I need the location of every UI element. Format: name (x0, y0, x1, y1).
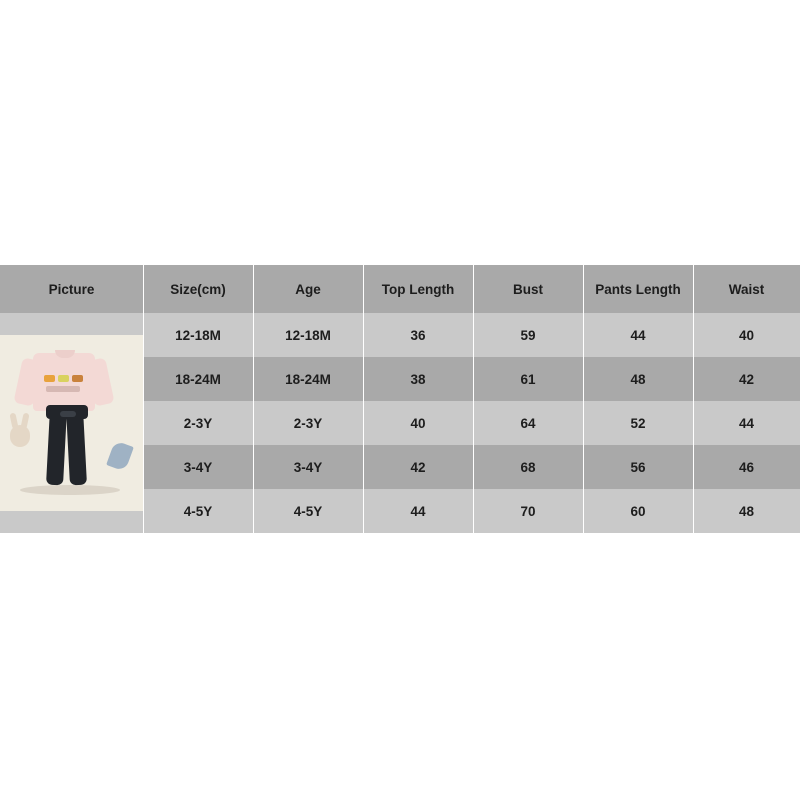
bunny-body (10, 425, 30, 447)
cell-waist: 46 (693, 445, 800, 489)
cell-top-length: 44 (363, 489, 473, 533)
column-header-age: Age (253, 265, 363, 313)
column-header-bust: Bust (473, 265, 583, 313)
column-header-size: Size(cm) (143, 265, 253, 313)
column-header-top-length: Top Length (363, 265, 473, 313)
pants-leg-right (66, 409, 87, 486)
cell-top-length: 36 (363, 313, 473, 357)
cell-age: 18-24M (253, 357, 363, 401)
cell-bust: 70 (473, 489, 583, 533)
cell-waist: 44 (693, 401, 800, 445)
product-photo (0, 335, 143, 511)
cell-size: 18-24M (143, 357, 253, 401)
cell-pants-length: 52 (583, 401, 693, 445)
bunny-toy (6, 413, 34, 449)
product-picture-cell (0, 313, 143, 533)
size-chart-table (0, 265, 800, 533)
cell-bust: 59 (473, 313, 583, 357)
cell-top-length: 42 (363, 445, 473, 489)
cell-size: 4-5Y (143, 489, 253, 533)
shirt-print (44, 375, 84, 395)
cell-top-length: 40 (363, 401, 473, 445)
cell-bust: 61 (473, 357, 583, 401)
pants-bow (60, 411, 76, 417)
column-header-waist: Waist (693, 265, 800, 313)
car-icon (44, 375, 55, 382)
cell-size: 12-18M (143, 313, 253, 357)
cell-age: 4-5Y (253, 489, 363, 533)
cell-pants-length: 44 (583, 313, 693, 357)
cell-pants-length: 48 (583, 357, 693, 401)
cell-waist: 40 (693, 313, 800, 357)
photo-shadow (20, 485, 120, 495)
size-chart (0, 265, 800, 533)
cell-pants-length: 60 (583, 489, 693, 533)
cell-bust: 68 (473, 445, 583, 489)
pants-leg-left (46, 409, 67, 486)
leaf-decoration-icon (106, 440, 134, 471)
cell-age: 12-18M (253, 313, 363, 357)
cell-age: 3-4Y (253, 445, 363, 489)
column-header-picture: Picture (0, 265, 143, 313)
cell-bust: 64 (473, 401, 583, 445)
cell-age: 2-3Y (253, 401, 363, 445)
car-icon (58, 375, 69, 382)
cell-size: 3-4Y (143, 445, 253, 489)
cell-pants-length: 56 (583, 445, 693, 489)
column-header-pants-length: Pants Length (583, 265, 693, 313)
table-header-row (0, 265, 800, 313)
table-row (0, 313, 800, 357)
cell-top-length: 38 (363, 357, 473, 401)
car-icon (72, 375, 83, 382)
cell-waist: 42 (693, 357, 800, 401)
cell-size: 2-3Y (143, 401, 253, 445)
cell-waist: 48 (693, 489, 800, 533)
print-text (46, 386, 80, 392)
